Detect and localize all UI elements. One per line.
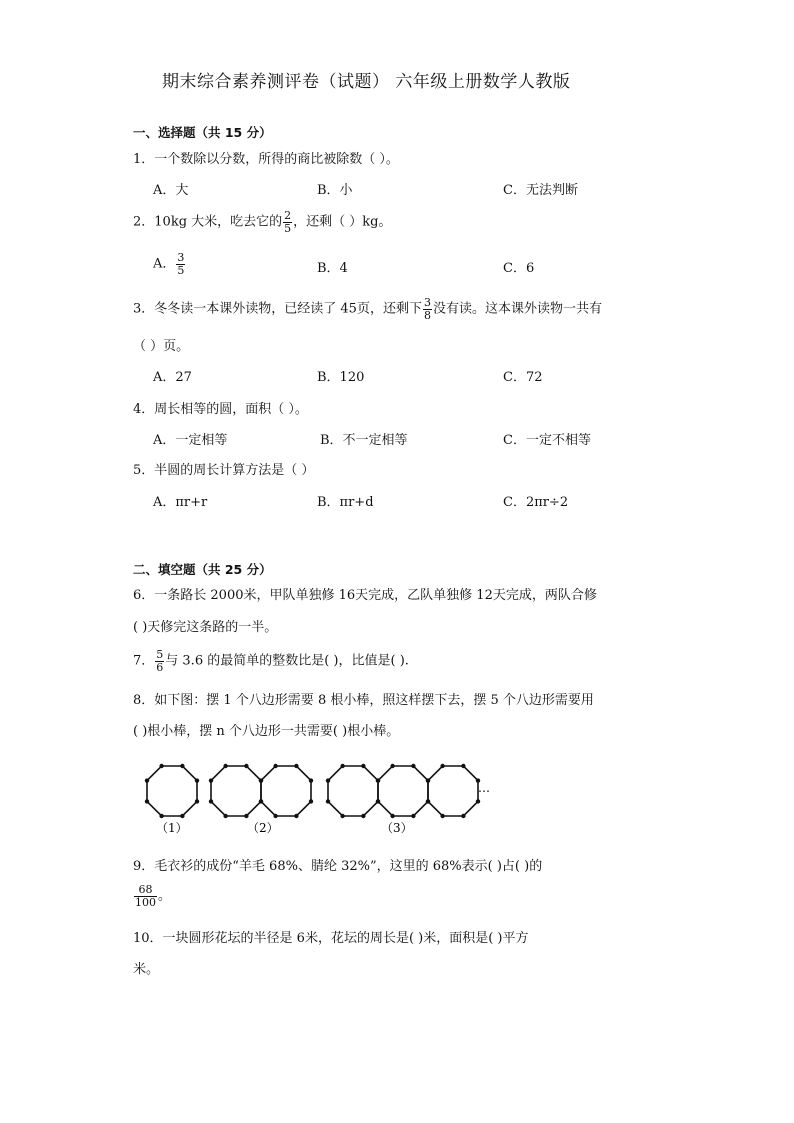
vertex-dot	[340, 764, 344, 768]
vertex-dot	[259, 799, 263, 803]
vertex-dot	[145, 778, 149, 782]
vertex-dot	[440, 814, 444, 818]
vertex-dot	[476, 799, 480, 803]
vertex-dot	[273, 764, 277, 768]
vertex-dot	[376, 778, 380, 782]
figure-label-1: （1）	[156, 821, 188, 835]
question-8: 8．如下图：摆 1 个八边形需要 8 根小棒，照这样摆下去，摆 5 个八边形需要用	[133, 693, 594, 708]
question-10: 10．一块圆形花坛的半径是 6米，花坛的周长是( )米，面积是( )平方	[133, 931, 529, 946]
vertex-dot	[440, 764, 444, 768]
question-3-line2: （ ）页。	[133, 339, 190, 354]
figure-label-2: （2）	[247, 821, 279, 835]
vertex-dot	[326, 778, 330, 782]
vertex-dot	[195, 778, 199, 782]
vertex-dot	[326, 799, 330, 803]
vertex-dot	[180, 764, 184, 768]
q2-option-a: A． $\frac{3}{5}$	[153, 251, 185, 277]
vertex-dot	[461, 814, 465, 818]
q5-option-a: A．πr+r	[153, 495, 208, 510]
vertex-dot	[390, 814, 394, 818]
q4-option-b: B．不一定相等	[320, 433, 408, 448]
question-10-line2: 米。	[133, 962, 160, 977]
question-2	[133, 210, 392, 234]
octagon-3-1	[328, 766, 378, 816]
question-1: 1．一个数除以分数，所得的商比被除数（ ）。	[133, 152, 399, 167]
vertex-dot	[426, 799, 430, 803]
q2-option-a-fraction: $\frac{3}{5}$	[177, 251, 185, 277]
vertex-dot	[361, 764, 365, 768]
vertex-dot	[244, 764, 248, 768]
q4-option-a: A．一定相等	[153, 433, 228, 448]
octagon-figure	[140, 758, 500, 843]
vertex-dot	[145, 799, 149, 803]
question-7: 7． $\frac{5}{6}$ 与 3.6 的最简单的整数比是( )，比值是( ).	[133, 648, 409, 674]
vertex-dot	[461, 764, 465, 768]
vertex-dot	[426, 778, 430, 782]
question-4: 4．周长相等的圆，面积（ ）。	[133, 402, 308, 417]
q1-option-a: A．大	[153, 183, 189, 198]
q2-stem-pre: 2．10kg 大米，吃去它的	[133, 214, 283, 230]
q3-option-c: C．72	[503, 370, 543, 385]
q1-option-b: B．小	[317, 183, 353, 198]
vertex-dot	[159, 814, 163, 818]
q3-fraction: $\frac{3}{8}$	[423, 296, 431, 322]
section-heading-choice: 一、选择题（共 15 分）	[133, 125, 272, 140]
page-title: 期末综合素养测评卷（试题） 六年级上册数学人教版	[162, 72, 571, 92]
octagon-1-1	[147, 766, 197, 816]
vertex-dot	[180, 814, 184, 818]
q2-option-b: B．4	[317, 261, 348, 276]
question-9: 9．毛衣衫的成份“羊毛 68%、腈纶 32%”，这里的 68%表示( )占( )的	[133, 859, 543, 874]
q3-option-a: A．27	[153, 370, 192, 385]
question-6: 6．一条路长 2000米，甲队单独修 16天完成，乙队单独修 12天完成，两队合修	[133, 588, 597, 603]
vertex-dot	[390, 764, 394, 768]
vertex-dot	[411, 814, 415, 818]
q3-option-b: B．120	[317, 370, 365, 385]
q4-option-c: C．一定不相等	[503, 433, 591, 448]
vertex-dot	[294, 764, 298, 768]
question-8-line2: ( )根小棒，摆 n 个八边形一共需要( )根小棒。	[133, 724, 400, 739]
vertex-dot	[361, 814, 365, 818]
question-6-line2: ( )天修完这条路的一半。	[133, 620, 278, 635]
octagon-3-3	[428, 766, 478, 816]
q1-option-c: C．无法判断	[503, 183, 578, 198]
vertex-dot	[309, 778, 313, 782]
q2-fraction: $\frac{2}{5}$	[284, 209, 292, 235]
vertex-dot	[159, 764, 163, 768]
vertex-dot	[223, 764, 227, 768]
q5-option-b: B．πr+d	[317, 495, 374, 510]
question-9-line2: $\frac{68}{100}$ 。	[135, 883, 172, 909]
vertex-dot	[209, 778, 213, 782]
vertex-dot	[244, 814, 248, 818]
q7-fraction: $\frac{5}{6}$	[156, 648, 164, 674]
vertex-dot	[209, 799, 213, 803]
section-heading-fill: 二、填空题（共 25 分）	[133, 562, 272, 577]
vertex-dot	[411, 764, 415, 768]
octagon-2-1	[211, 766, 261, 816]
q2-stem-post: ，还剩（ ）kg。	[293, 214, 392, 230]
octagon-3-2	[378, 766, 428, 816]
q2-option-c: C．6	[503, 261, 535, 276]
vertex-dot	[309, 799, 313, 803]
vertex-dot	[195, 799, 199, 803]
vertex-dot	[340, 814, 344, 818]
figure-label-3: （3）	[381, 821, 413, 835]
vertex-dot	[294, 814, 298, 818]
figure-ellipsis: …	[478, 781, 490, 795]
q5-option-c: C．2πr÷2	[503, 495, 569, 510]
q9-fraction: $\frac{68}{100}$	[135, 883, 156, 909]
vertex-dot	[223, 814, 227, 818]
vertex-dot	[273, 814, 277, 818]
question-3: 3．冬冬读一本课外读物，已经读了 45页，还剩下 $\frac{3}{8}$ 没有读。这本课外读物一共有	[133, 296, 602, 322]
vertex-dot	[376, 799, 380, 803]
question-5: 5．半圆的周长计算方法是（ ）	[133, 463, 315, 478]
vertex-dot	[259, 778, 263, 782]
octagon-2-2	[261, 766, 311, 816]
